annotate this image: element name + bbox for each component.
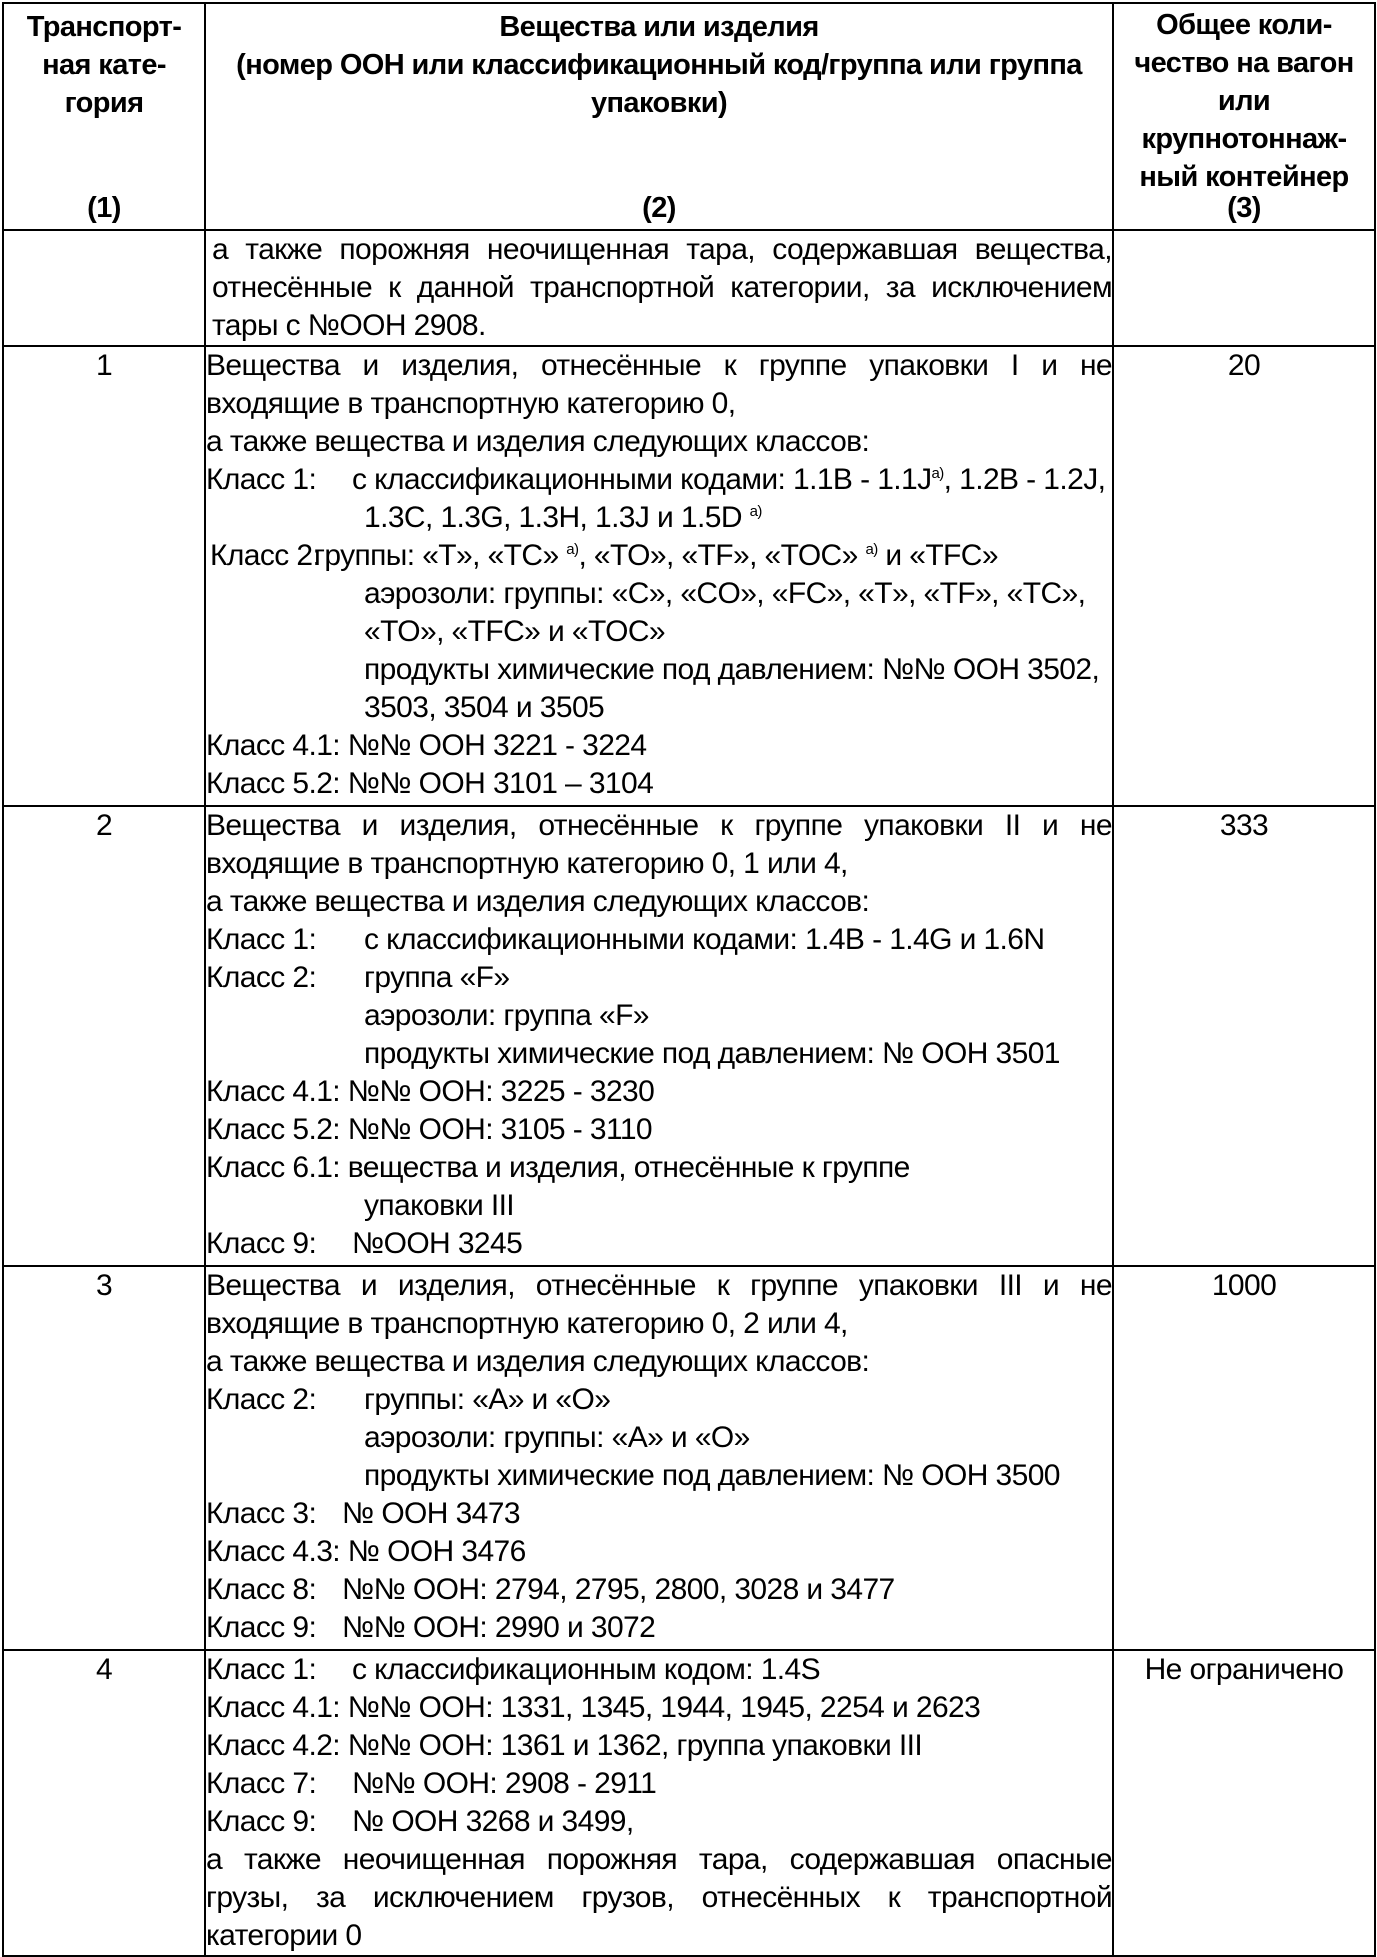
- header-substances: [205, 3, 1113, 230]
- footnote-marker: а): [566, 541, 579, 558]
- class-line: Класс 1: с классификационным кодом: 1.4S: [206, 1653, 821, 1686]
- quantity-cell: [1113, 230, 1375, 346]
- description-cell: [205, 1266, 1113, 1650]
- row-also: а также вещества и изделия следующих классов:: [206, 425, 870, 458]
- class-line: Класс 1: с классификационными кодами: 1.4B - 1.4G и 1.6N: [206, 923, 1045, 956]
- class-line: продукты химические под давлением: № ООН 3500: [364, 1459, 1060, 1492]
- footnote-marker: а): [749, 503, 762, 520]
- class-line: Класс 5.2: №№ ООН 3101 – 3104: [206, 767, 654, 800]
- table-row: [3, 806, 1375, 1266]
- table-row: [3, 230, 1375, 346]
- description-cell: [205, 346, 1113, 806]
- class-line: Класс 2:группы: «T», «TC» $^{а)}$, «TO», «TF», «TOC» $^{а)}$ и «TFC»: [210, 539, 998, 572]
- class-line: Класс 5.2: №№ ООН: 3105 - 3110: [206, 1113, 652, 1146]
- category-cell: 3: [3, 1266, 205, 1650]
- class-line: Класс 2: группы: «A» и «O»: [206, 1383, 611, 1416]
- class-line: Класс 9: №ООН 3245: [206, 1227, 523, 1260]
- transport-category-table: [2, 2, 1376, 1957]
- class-line: «TO», «TFC» и «TOC»: [364, 615, 666, 648]
- category-cell: [3, 230, 205, 346]
- header-col3-number: (3): [1227, 192, 1261, 224]
- class-line: Класс 7: №№ ООН: 2908 - 2911: [206, 1767, 657, 1800]
- class-line: продукты химические под давлением: №№ ООН 3502,: [364, 653, 1100, 686]
- class-line: Класс 4.3: № ООН 3476: [206, 1535, 526, 1568]
- class-line: Класс 4.2: №№ ООН: 1361 и 1362, группа упаковки III: [206, 1729, 923, 1762]
- header-row: [3, 3, 1375, 230]
- row-also: а также вещества и изделия следующих классов:: [206, 1345, 870, 1378]
- class-line: Класс 6.1: вещества и изделия, отнесённые к группе: [206, 1151, 910, 1184]
- header-col3-text: Общее коли- чество на вагон или крупнотоннаж- ный контейнер: [1134, 9, 1354, 193]
- class-line: Класс 4.1: №№ ООН 3221 - 3224: [206, 729, 647, 762]
- header-col2-text: Вещества или изделия (номер ООН или классификационный код/группа или группа упаковки): [236, 11, 1082, 119]
- footnote-marker: а): [865, 541, 878, 558]
- row-intro: Вещества и изделия, отнесённые к группе упаковки II и не входящие в транспортную категорию 0, 1 или 4,: [206, 809, 1112, 880]
- description-cell: [205, 230, 1113, 346]
- quantity-cell: 20: [1113, 346, 1375, 806]
- row-intro: Вещества и изделия, отнесённые к группе упаковки I и не входящие в транспортную категорию 0,: [206, 349, 1112, 420]
- row-also: а также вещества и изделия следующих классов:: [206, 885, 870, 918]
- row-intro: а также порожняя неочищенная тара, содержавшая вещества, отнесённые к данной транспортной категории, за исключением тары с №ООН 2908.: [212, 233, 1112, 342]
- class-line: Класс 3: № ООН 3473: [206, 1497, 520, 1530]
- class-line: Класс 9: № ООН 3268 и 3499,: [206, 1805, 634, 1838]
- header-total-quantity: [1113, 3, 1375, 230]
- class-line: 3503, 3504 и 3505: [364, 691, 605, 724]
- header-col2-number: (2): [642, 192, 676, 224]
- row-intro: Вещества и изделия, отнесённые к группе упаковки III и не входящие в транспортную категорию 0, 2 или 4,: [206, 1269, 1112, 1340]
- class-line: Класс 4.1: №№ ООН: 3225 - 3230: [206, 1075, 655, 1108]
- header-transport-category: [3, 3, 205, 230]
- table-row: [3, 1266, 1375, 1650]
- class-line: упаковки III: [364, 1189, 515, 1222]
- class-line: Класс 2: группа «F»: [206, 961, 510, 994]
- description-cell: [205, 1650, 1113, 1956]
- class-line: продукты химические под давлением: № ООН 3501: [364, 1037, 1060, 1070]
- category-cell: 4: [3, 1650, 205, 1956]
- description-cell: [205, 806, 1113, 1266]
- class-line: аэрозоли: группы: «C», «CO», «FC», «T», «TF», «TC»,: [364, 577, 1086, 610]
- class-line: аэрозоли: группа «F»: [364, 999, 649, 1032]
- quantity-cell: 1000: [1113, 1266, 1375, 1650]
- header-col1-number: (1): [87, 192, 121, 224]
- class-line: Класс 1: с классификационными кодами: $1.1B - 1.1J^{а)}$, 1.2B - 1.2J,: [206, 463, 1106, 496]
- class-line: Класс 8: №№ ООН: 2794, 2795, 2800, 3028 и 3477: [206, 1573, 895, 1606]
- row-outro: а также неочищенная порожняя тара, содержавшая опасные грузы, за исключением грузов, отнесённых к транспортной категории 0: [206, 1843, 1112, 1952]
- table-row: [3, 1650, 1375, 1956]
- header-col1-text: Транспорт- ная кате- гория: [26, 11, 182, 119]
- quantity-cell: 333: [1113, 806, 1375, 1266]
- table-row: [3, 346, 1375, 806]
- class-line: аэрозоли: группы: «A» и «O»: [364, 1421, 750, 1454]
- category-cell: 1: [3, 346, 205, 806]
- class-line: 1.3C, 1.3G, 1.3H, 1.3J и 1.5D $^{а)}$: [364, 501, 762, 534]
- footnote-marker: а): [931, 465, 944, 482]
- class-line: Класс 9: №№ ООН: 2990 и 3072: [206, 1611, 656, 1644]
- class-line: Класс 4.1: №№ ООН: 1331, 1345, 1944, 1945, 2254 и 2623: [206, 1691, 981, 1724]
- category-cell: 2: [3, 806, 205, 1266]
- quantity-cell: Не ограничено: [1113, 1650, 1375, 1956]
